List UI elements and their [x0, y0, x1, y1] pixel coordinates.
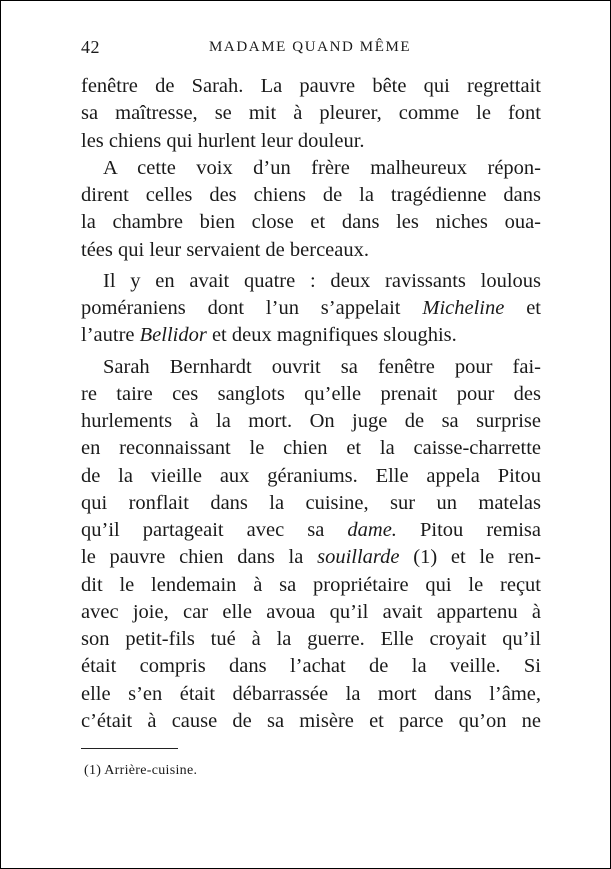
italic-text: souillarde	[317, 546, 400, 569]
paragraph	[81, 73, 541, 155]
italic-text: Bellidor	[139, 324, 207, 347]
text-line: elle s’en était débarrassée la mort dans l’âme,	[81, 682, 541, 705]
text-line: Sarah Bernhardt ouvrit sa fenêtre pour fai-	[103, 355, 541, 378]
text-line: sa maîtresse, se mit à pleurer, comme le font	[81, 102, 541, 125]
text-line: l’autre Bellidor et deux magnifiques sloughis.	[81, 324, 457, 347]
paragraph	[81, 155, 541, 264]
text-line: tées qui leur servaient de berceaux.	[81, 238, 370, 261]
body-text	[81, 73, 541, 735]
text-line: la chambre bien close et dans les niches oua-	[81, 211, 541, 234]
text-line: était compris dans l’achat de la veille. Si	[81, 655, 541, 678]
text-line: poméraniens dont l’un s’appelait Micheline et	[81, 297, 542, 319]
text-line: de la vieille aux géraniums. Elle appela Pitou	[81, 464, 541, 487]
page-header	[81, 37, 541, 61]
text-line: dirent celles des chiens de la tragédienne dans	[81, 184, 541, 206]
text-line: fenêtre de Sarah. La pauvre bête qui regrettait	[81, 75, 541, 97]
text-line: dit le lendemain à sa propriétaire qui le reçut	[81, 573, 541, 596]
footnote: (1) Arrière-cuisine.	[84, 763, 198, 778]
paragraph	[81, 268, 541, 350]
italic-text: Micheline	[422, 297, 505, 319]
text-line: qu’il partageait avec sa dame. Pitou remisa	[81, 519, 541, 541]
text-line: avec joie, car elle avoua qu’il avait appartenu à	[81, 600, 541, 623]
text-line: qui ronflait dans la cuisine, sur un matelas	[81, 491, 541, 514]
text-line: le pauvre chien dans la souillarde (1) et le ren-	[81, 546, 541, 569]
text-line: c’était à cause de sa misère et parce qu’on ne	[81, 709, 541, 732]
text-line: Il y en avait quatre : deux ravissants loulous	[103, 269, 541, 292]
page-number: 42	[81, 37, 100, 57]
footnote-rule	[81, 748, 178, 749]
text-line: les chiens qui hurlent leur douleur.	[81, 129, 365, 152]
running-title: MADAME QUAND MÊME	[209, 39, 412, 55]
italic-text: dame.	[347, 519, 397, 541]
text-line: A cette voix d’un frère malheureux répon-	[103, 156, 541, 179]
text-line: hurlements à la mort. On juge de sa surprise	[81, 410, 541, 432]
text-line: re taire ces sanglots qu’elle prenait pour des	[81, 382, 541, 405]
paragraph	[81, 354, 541, 736]
text-line: en reconnaissant le chien et la caisse-charrette	[81, 437, 541, 460]
text-line: son petit-fils tué à la guerre. Elle croyait qu’il	[81, 628, 541, 650]
